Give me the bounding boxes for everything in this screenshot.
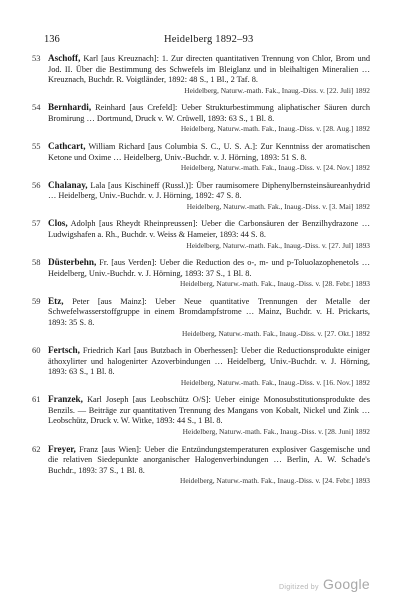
digitized-by-watermark xyxy=(279,576,370,592)
entry-note: Heidelberg, Naturw.-math. Fak., Inaug.-Diss. v. [28. Febr.] 1893 xyxy=(180,279,370,289)
list-item xyxy=(32,141,370,173)
entry-text xyxy=(48,257,370,279)
author-name: Etz, xyxy=(48,295,64,306)
entry-note: Heidelberg, Naturw.-math. Fak., Inaug.-Diss. v. [24. Febr.] 1893 xyxy=(180,476,370,486)
entry-number: 55 xyxy=(32,140,41,151)
author-name: Aschoff, xyxy=(48,53,81,63)
entry-number: 53 xyxy=(32,53,41,63)
google-logo: Google xyxy=(323,576,370,592)
entry-text xyxy=(48,141,370,163)
entry-number: 56 xyxy=(32,179,41,190)
entry-note: Heidelberg, Naturw.-math. Fak., Inaug.-Diss. v. [27. Jul] 1893 xyxy=(186,240,370,250)
dissertation-list xyxy=(32,53,370,493)
author-name: Clos, xyxy=(48,218,68,229)
entry-note: Heidelberg, Naturw.-math. Fak., Inaug.-Diss. v. [28. Juni] 1892 xyxy=(182,427,370,437)
entry-description: Karl [aus Kreuznach]: 1. Zur directen quantitativen Trennung von Chlor, Brom und Jod. II. Über die Bestimmung des Schwefels im Bleiglanz und in bleihaltigen Mineralien … Kreuznach, Buchdr. R. Voigtländer, 1892: 48 S., 1 Bl., 2 Taf. 8. xyxy=(48,54,370,85)
entry-description: Adolph [aus Rheydt Rheinpreussen]: Ueber die Carbonsäuren der Benzilhydrazone … Ludwigshafen a. Rh., Buchdr. v. Weiss & Hameier, 1893: 44 S. 8. xyxy=(48,219,370,239)
entry-description: William Richard [aus Columbia S. C., U. S. A.]: Zur Kenntniss der aromatischen Ketone und Oxime … Heidelberg, Univ.-Buchdr. v. J. Hörning, 1893: 51 S. 8. xyxy=(48,141,370,162)
page-number: 136 xyxy=(44,34,60,45)
list-item xyxy=(32,102,370,134)
running-title: Heidelberg 1892–93 xyxy=(164,34,254,45)
entry-text xyxy=(48,296,370,329)
entry-number: 57 xyxy=(32,218,41,229)
entry-note: Heidelberg, Naturw.-math. Fak., Inaug.-Diss. v. [22. Juli] 1892 xyxy=(184,85,370,95)
entry-number: 59 xyxy=(32,295,41,306)
entry-description: Fr. [aus Verden]: Ueber die Reduction des o-, m- und p-Toluolazophenetols … Heidelberg, Univ.-Buchdr. v. J. Hörning, 1893: 37 S., 1 Bl. 8. xyxy=(48,258,371,278)
entry-note: Heidelberg, Naturw.-math. Fak., Inaug.-Diss. v. [3. Mai] 1892 xyxy=(186,201,370,211)
entry-number: 54 xyxy=(32,102,41,113)
author-name: Cathcart, xyxy=(48,140,86,151)
entry-number: 62 xyxy=(32,443,41,454)
entry-text xyxy=(48,394,370,427)
list-item xyxy=(32,53,370,95)
list-item xyxy=(32,296,370,338)
author-name: Franzek, xyxy=(48,394,83,405)
list-item xyxy=(32,394,370,436)
watermark-prefix: Digitized by xyxy=(279,584,319,591)
entry-description: Lala [aus Kischineff (Russl.)]: Über raumisomere Diphenylbernsteinsäureanhydrid … Heidelberg, Univ.-Buchdr. v. J. Hörning, 1892: 47 S. 8. xyxy=(48,180,370,201)
entry-note: Heidelberg, Naturw.-math. Fak., Inaug.-Diss. v. [28. Aug.] 1892 xyxy=(180,124,370,134)
entry-text xyxy=(48,102,370,124)
entry-text xyxy=(48,218,370,240)
entry-number: 61 xyxy=(32,394,41,405)
entry-number: 58 xyxy=(32,257,41,268)
list-item xyxy=(32,180,370,212)
entry-description: Franz [aus Wien]: Ueber die Entzündungstemperaturen explosiver Gasgemische und die relativen Siedepunkte anorganischer Halogenverbindungen … Berlin, A. W. Schade's Buchdr., 1893: 37 S., 1 Bl. 8. xyxy=(48,444,370,475)
entry-text xyxy=(48,180,370,202)
entry-description: Peter [aus Mainz]: Ueber Neue quantitative Trennungen der Metalle der Schwefelwasserstoffgruppe in einem Bromdampfstrome … Mainz, Buchdr. v. H. Prickarts, 1893: 35 S. 8. xyxy=(48,296,370,327)
entry-number: 60 xyxy=(32,345,41,355)
entry-description: Karl Joseph [aus Leobschütz O/S]: Ueber einige Monosubstitutionsprodukte des Benzils. — Beiträge zur quantitativen Trennung des Mangans von Kobalt, Nickel und Zink … Leobschütz, Druck v. W. Witke, 1893: 44 S., 1 Bl. 8. xyxy=(48,395,370,426)
author-name: Fertsch, xyxy=(48,345,80,355)
page-header xyxy=(44,34,368,48)
entry-note: Heidelberg, Naturw.-math. Fak., Inaug.-Diss. v. [16. Nov.] 1892 xyxy=(180,377,370,387)
entry-text xyxy=(48,444,370,477)
author-name: Chalanay, xyxy=(48,179,88,190)
entry-text xyxy=(48,53,370,86)
entry-description: Reinhard [aus Crefeld]: Ueber Strukturbestimmung aliphatischer Säuren durch Bromirung … Dortmund, Druck v. W. Crüwell, 1893: 63 S., 1 Bl. 8. xyxy=(48,103,370,123)
entry-note: Heidelberg, Naturw.-math. Fak., Inaug.-Diss. v. [27. Okt.] 1892 xyxy=(182,328,370,338)
author-name: Freyer, xyxy=(48,443,76,454)
list-item xyxy=(32,345,370,387)
author-name: Düsterbehn, xyxy=(48,257,97,268)
entry-text xyxy=(48,345,370,378)
entry-description: Friedrich Karl [aus Butzbach in Oberhessen]: Ueber die Reductionsprodukte einiger äthoxylirter und halogenirter Azoverbindungen … Heidelberg, Univ.-Buchdr. v. J. Hörning, 1893: 63 S., 1 Bl. 8. xyxy=(48,346,370,377)
list-item xyxy=(32,257,370,289)
list-item xyxy=(32,218,370,250)
list-item xyxy=(32,444,370,486)
author-name: Bernhardi, xyxy=(48,102,92,113)
entry-note: Heidelberg, Naturw.-math. Fak., Inaug.-Diss. v. [24. Nov.] 1892 xyxy=(180,163,370,173)
